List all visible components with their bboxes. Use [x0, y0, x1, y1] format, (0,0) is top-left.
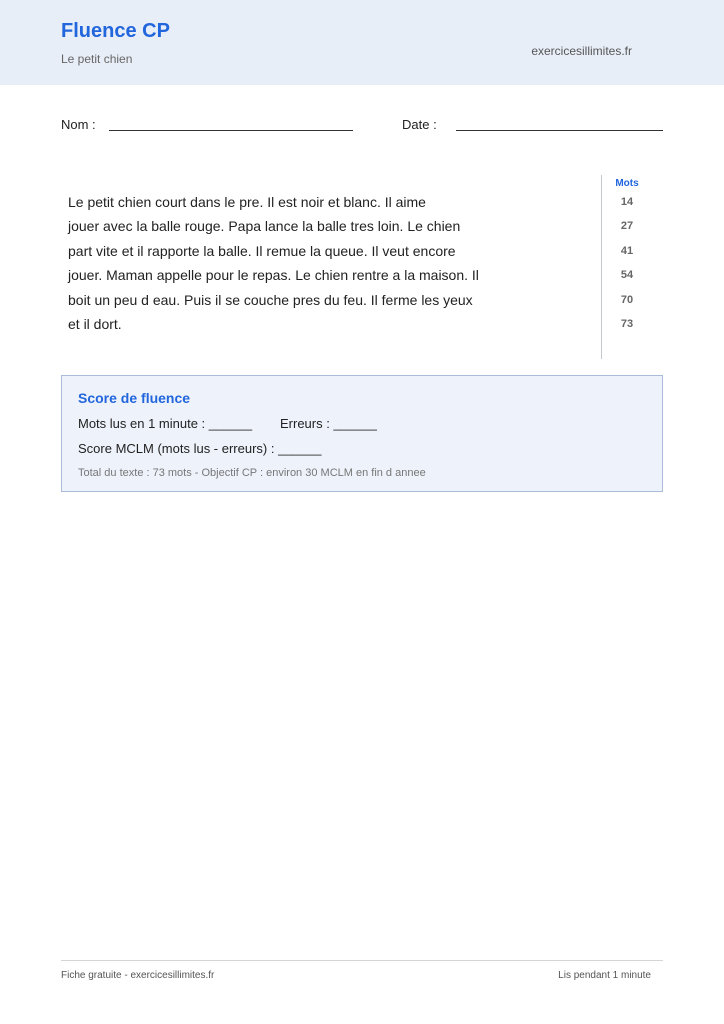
word-count: 73 [620, 317, 634, 330]
date-label: Date : [402, 117, 437, 132]
score-note: Total du texte : 73 mots - Objectif CP : environ 30 MCLM en fin d annee [78, 467, 426, 479]
passage-line: et il dort. [68, 315, 122, 332]
page-subtitle: Le petit chien [61, 52, 133, 66]
reading-passage [68, 190, 588, 336]
passage-line: part vite et il rapporte la balle. Il remue la queue. Il veut encore [68, 242, 456, 259]
word-count: 70 [620, 293, 634, 306]
page-title: Fluence CP [61, 20, 170, 42]
word-count: 54 [620, 269, 634, 282]
word-count-header: Mots [615, 178, 639, 189]
fluency-score-box [61, 375, 663, 492]
words-read-field[interactable]: Mots lus en 1 minute : ______ [78, 416, 253, 431]
passage-line: boit un peu d eau. Puis il se couche pres du feu. Il ferme les yeux [68, 291, 473, 308]
word-count-column [601, 175, 664, 359]
date-field-line[interactable] [456, 130, 663, 131]
footer-divider [61, 960, 663, 961]
passage-line: jouer avec la balle rouge. Papa lance la balle tres loin. Le chien [68, 218, 461, 235]
page-header [0, 0, 724, 85]
footer-instruction: Lis pendant 1 minute [558, 970, 651, 981]
word-count: 41 [620, 244, 634, 257]
site-name: exercicesillimites.fr [531, 44, 632, 58]
word-count: 27 [620, 220, 634, 233]
name-label: Nom : [61, 117, 96, 132]
mclm-score-field[interactable]: Score MCLM (mots lus - erreurs) : ______ [78, 441, 322, 456]
name-field-line[interactable] [109, 130, 353, 131]
word-count: 14 [620, 196, 634, 208]
score-title: Score de fluence [78, 390, 191, 406]
passage-line: jouer. Maman appelle pour le repas. Le chien rentre a la maison. Il [68, 267, 479, 284]
footer-source: Fiche gratuite - exercicesillimites.fr [61, 970, 215, 981]
passage-line: Le petit chien court dans le pre. Il est noir et blanc. Il aime [68, 194, 426, 210]
errors-field[interactable]: Erreurs : ______ [280, 416, 377, 431]
